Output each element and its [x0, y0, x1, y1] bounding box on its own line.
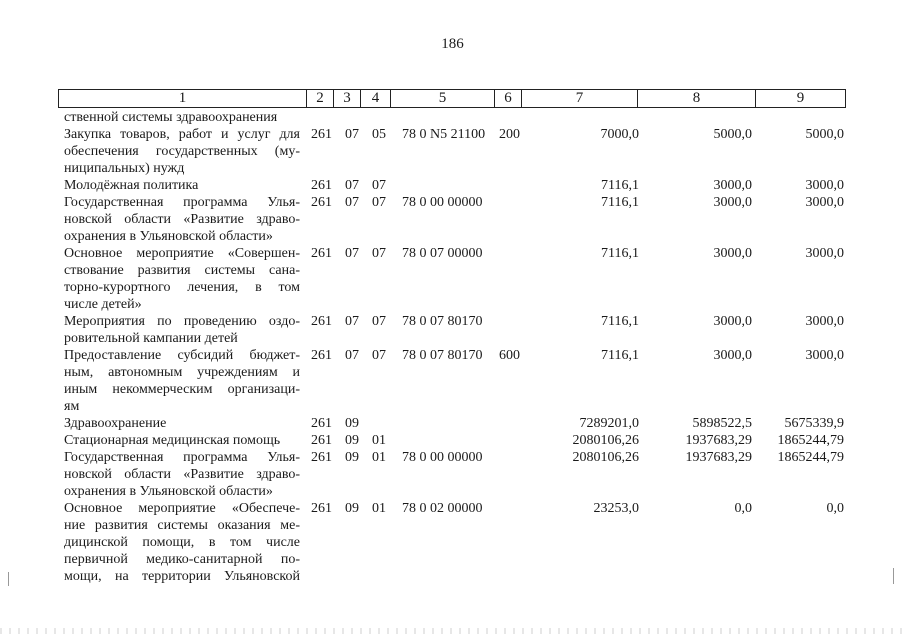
cell-admin: 261 — [311, 195, 332, 210]
table-row — [0, 313, 905, 347]
column-header-1: 1 — [59, 90, 307, 108]
cell-admin: 261 — [311, 314, 332, 329]
cell-target: 78 0 00 00000 — [402, 195, 483, 210]
cell-amount-7: 7116,1 — [601, 195, 639, 210]
cell-amount-9: 1865244,79 — [777, 433, 844, 448]
cell-target: 78 0 02 00000 — [402, 501, 483, 516]
cell-amount-9: 3000,0 — [805, 178, 844, 193]
cell-subsection: 07 — [372, 178, 386, 193]
cell-amount-9: 0,0 — [826, 501, 844, 516]
cell-subsection: 07 — [372, 348, 386, 363]
cell-amount-9: 1865244,79 — [777, 450, 844, 465]
cell-amount-7: 7116,1 — [601, 348, 639, 363]
column-header-4: 4 — [361, 90, 391, 108]
cell-admin: 261 — [311, 127, 332, 142]
table-row — [0, 126, 905, 177]
cell-subsection: 01 — [372, 501, 386, 516]
cell-target: 78 0 N5 21100 — [402, 127, 486, 142]
cell-subsection: 05 — [372, 127, 386, 142]
cell-admin: 261 — [311, 246, 332, 261]
row-name: Основное мероприятие «Обеспече- ние развития системы оказания ме- дицинской помощи, в том числе первичной медико-санитарной по- мощи, на территории Ульяновской — [64, 501, 300, 584]
row-name: Предоставление субсидий бюджет- ным, автономным учреждениям и иным некоммерческим организаци- ям — [64, 348, 300, 414]
page-number: 186 — [441, 36, 464, 52]
cell-expense-type: 200 — [499, 127, 520, 142]
cell-amount-8: 5898522,5 — [692, 416, 752, 431]
cell-section: 07 — [345, 127, 359, 142]
cell-section: 09 — [345, 433, 359, 448]
column-header-5: 5 — [391, 90, 495, 108]
table-row — [0, 245, 905, 313]
row-name: Государственная программа Улья- новской области «Развитие здраво- охранения в Ульяновской области» — [64, 195, 300, 244]
scan-artifact — [893, 568, 894, 584]
cell-amount-9: 3000,0 — [805, 195, 844, 210]
cell-target: 78 0 00 00000 — [402, 450, 483, 465]
row-name: Государственная программа Улья- новской области «Развитие здраво- охранения в Ульяновской области» — [64, 450, 300, 499]
row-name: Закупка товаров, работ и услуг для обеспечения государственных (му- ниципальных) нужд — [64, 127, 300, 176]
table-row — [0, 500, 905, 585]
budget-rows — [0, 109, 905, 585]
table-row — [0, 415, 905, 432]
cell-admin: 261 — [311, 433, 332, 448]
cell-amount-8: 5000,0 — [713, 127, 752, 142]
cell-amount-9: 3000,0 — [805, 314, 844, 329]
cell-section: 07 — [345, 314, 359, 329]
cell-section: 07 — [345, 348, 359, 363]
cell-expense-type: 600 — [499, 348, 520, 363]
column-header-7: 7 — [522, 90, 638, 108]
cell-amount-8: 1937683,29 — [685, 433, 752, 448]
cell-section: 09 — [345, 416, 359, 431]
cell-subsection: 07 — [372, 246, 386, 261]
cell-admin: 261 — [311, 178, 332, 193]
cell-amount-7: 7116,1 — [601, 246, 639, 261]
cell-amount-8: 3000,0 — [713, 314, 752, 329]
cell-section: 09 — [345, 450, 359, 465]
row-name: ственной системы здравоохранения — [64, 110, 278, 125]
cell-subsection: 01 — [372, 450, 386, 465]
cell-amount-7: 7116,1 — [601, 314, 639, 329]
cell-section: 07 — [345, 178, 359, 193]
cell-admin: 261 — [311, 348, 332, 363]
cell-amount-7: 2080106,26 — [572, 450, 639, 465]
row-name: Стационарная медицинская помощь — [64, 433, 281, 448]
cell-amount-7: 23253,0 — [593, 501, 639, 516]
cell-subsection: 07 — [372, 314, 386, 329]
table-row — [0, 432, 905, 449]
cell-amount-7: 7116,1 — [601, 178, 639, 193]
column-header-9: 9 — [756, 90, 846, 108]
cell-admin: 261 — [311, 501, 332, 516]
cell-amount-9: 3000,0 — [805, 348, 844, 363]
cell-section: 07 — [345, 246, 359, 261]
cell-amount-7: 7000,0 — [600, 127, 639, 142]
row-name: Мероприятия по проведению оздо- ровительной кампании детей — [64, 314, 300, 346]
table-row — [0, 194, 905, 245]
scan-noise-strip — [0, 628, 905, 634]
column-header-table — [58, 89, 846, 108]
table-row — [0, 449, 905, 500]
cell-admin: 261 — [311, 416, 332, 431]
cell-amount-8: 1937683,29 — [685, 450, 752, 465]
column-header-6: 6 — [495, 90, 522, 108]
row-name: Основное мероприятие «Совершен- ствование развития системы сана- торно-курортного лечения, в том числе детей» — [64, 246, 300, 312]
column-header-8: 8 — [638, 90, 756, 108]
cell-amount-9: 3000,0 — [805, 246, 844, 261]
column-header-3: 3 — [334, 90, 361, 108]
row-name: Молодёжная политика — [64, 178, 199, 193]
cell-amount-7: 7289201,0 — [579, 416, 639, 431]
column-header-2: 2 — [307, 90, 334, 108]
cell-target: 78 0 07 00000 — [402, 246, 483, 261]
cell-target: 78 0 07 80170 — [402, 348, 483, 363]
cell-amount-8: 3000,0 — [713, 195, 752, 210]
cell-section: 09 — [345, 501, 359, 516]
cell-subsection: 01 — [372, 433, 386, 448]
cell-amount-9: 5000,0 — [805, 127, 844, 142]
cell-target: 78 0 07 80170 — [402, 314, 483, 329]
cell-subsection: 07 — [372, 195, 386, 210]
cell-amount-9: 5675339,9 — [784, 416, 844, 431]
table-row — [0, 109, 905, 126]
cell-admin: 261 — [311, 450, 332, 465]
cell-amount-8: 0,0 — [734, 501, 752, 516]
table-row — [0, 177, 905, 194]
cell-amount-7: 2080106,26 — [572, 433, 639, 448]
scan-artifact — [8, 572, 9, 586]
row-name: Здравоохранение — [64, 416, 167, 431]
cell-section: 07 — [345, 195, 359, 210]
cell-amount-8: 3000,0 — [713, 178, 752, 193]
cell-amount-8: 3000,0 — [713, 348, 752, 363]
table-row — [0, 347, 905, 415]
cell-amount-8: 3000,0 — [713, 246, 752, 261]
